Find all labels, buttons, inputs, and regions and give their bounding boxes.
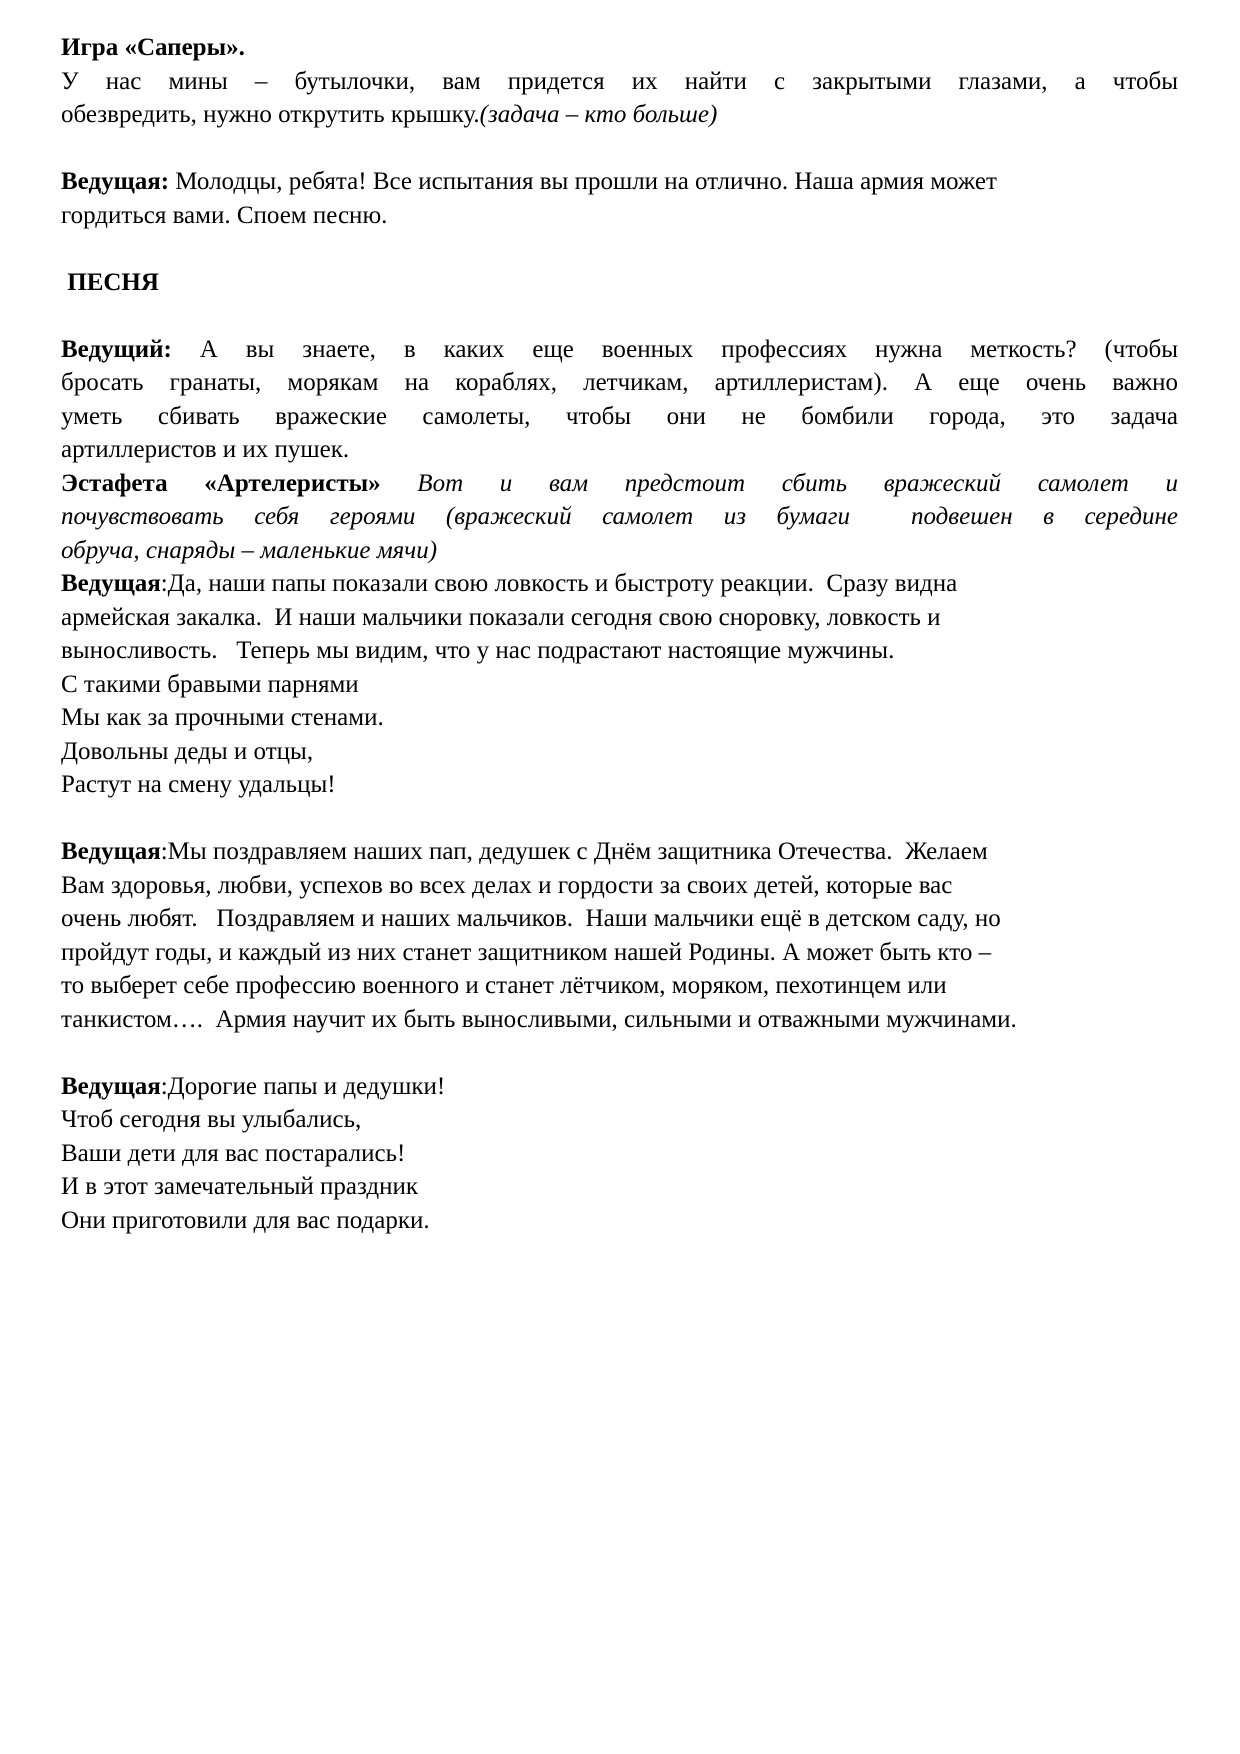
- line-text: :Мы поздравляем наших пап, дедушек с Днём защитника Отечества. Желаем: [160, 838, 988, 865]
- poem-line: [61, 1103, 1178, 1137]
- line-text: артиллеристов и их пушек.: [61, 436, 350, 463]
- line-text: У нас мины – бутылочки, вам придется их найти с закрытыми глазами, а чтобы: [61, 67, 1178, 95]
- poem-line: [61, 1137, 1178, 1171]
- heading-text: Игра «Саперы».: [61, 34, 245, 61]
- paragraph-line: [61, 902, 1178, 936]
- line-text: то выберет себе профессию военного и станет лётчиком, моряком, пехотинцем или: [61, 972, 947, 999]
- line-text: Растут на смену удальцы!: [61, 771, 336, 798]
- paragraph-line: [61, 1003, 1178, 1037]
- paragraph-line: [61, 534, 1178, 568]
- line-text: Чтоб сегодня вы улыбались,: [61, 1106, 362, 1133]
- paragraph-line: [61, 366, 1178, 400]
- paragraph-line: [61, 835, 1178, 869]
- line-text: бросать гранаты, морякам на кораблях, летчикам, артиллеристам). А еще очень важно: [61, 369, 1178, 396]
- line-text: Мы как за прочными стенами.: [61, 704, 384, 731]
- line-text: выносливость. Теперь мы видим, что у нас подрастают настоящие мужчины.: [61, 637, 895, 664]
- song-heading: [61, 266, 1178, 300]
- line-text: Вам здоровья, любви, успехов во всех делах и гордости за своих детей, которые вас: [61, 871, 953, 899]
- poem-line: [61, 668, 1178, 702]
- blank-line: [61, 132, 1178, 166]
- blank-line: [61, 232, 1178, 266]
- speaker-label: Ведущий:: [61, 335, 172, 363]
- blank-line: [61, 299, 1178, 333]
- poem-line: [61, 735, 1178, 769]
- speaker-label: Ведущая:: [61, 168, 170, 195]
- relay-title: Эстафета «Артелеристы»: [61, 469, 381, 497]
- line-text: Молодцы, ребята! Все испытания вы прошли на отлично. Наша армия может: [169, 168, 997, 195]
- line-text: :Дорогие папы и дедушки!: [160, 1072, 446, 1100]
- document-page: [61, 31, 1178, 1237]
- paragraph-line: [61, 1070, 1178, 1104]
- speaker-label: Ведущая: [61, 1072, 161, 1100]
- italic-note: (задача – кто больше): [479, 101, 718, 128]
- paragraph-line: [61, 333, 1178, 367]
- blank-line: [61, 1036, 1178, 1070]
- paragraph-line: [61, 400, 1178, 434]
- line-text: С такими бравыми парнями: [61, 670, 359, 698]
- line-text: Ваши дети для вас постарались!: [61, 1139, 406, 1167]
- speaker-label: Ведущая: [61, 838, 161, 865]
- line-text: :Да, наши папы показали свою ловкость и быстроту реакции. Сразу видна: [160, 570, 958, 597]
- paragraph-line: [61, 433, 1178, 467]
- paragraph-line: [61, 165, 1178, 199]
- italic-note: почувствовать себя героями (вражеский самолет из бумаги подвешен в середине: [61, 503, 1178, 530]
- paragraph-line: [61, 936, 1178, 970]
- line-text: армейская закалка. И наши мальчики показали сегодня свою сноровку, ловкость и: [61, 603, 941, 631]
- line-text: танкистом…. Армия научит их быть выносливыми, сильными и отважными мужчинами.: [61, 1005, 1017, 1033]
- line-text: пройдут годы, и каждый из них станет защитником нашей Родины. А может быть кто –: [61, 938, 992, 966]
- paragraph-line: [61, 65, 1178, 99]
- paragraph-line: [61, 500, 1178, 534]
- line-text: А вы знаете, в каких еще военных профессиях нужна меткость? (чтобы: [171, 335, 1178, 363]
- paragraph-line: [61, 869, 1178, 903]
- paragraph-line: [61, 969, 1178, 1003]
- line-text: очень любят. Поздравляем и наших мальчиков. Наши мальчики ещё в детском саду, но: [61, 905, 1001, 932]
- paragraph-line: [61, 634, 1178, 668]
- paragraph-line: [61, 199, 1178, 233]
- paragraph-line: [61, 601, 1178, 635]
- italic-note: обруча, снаряды – маленькие мячи): [61, 536, 438, 564]
- speaker-label: Ведущая: [61, 570, 161, 597]
- poem-line: [61, 1170, 1178, 1204]
- paragraph-line: [61, 567, 1178, 601]
- line-text: Довольны деды и отцы,: [61, 737, 314, 765]
- paragraph-line: [61, 98, 1178, 132]
- poem-line: [61, 701, 1178, 735]
- section-heading-sapery: [61, 31, 1178, 65]
- line-text: обезвредить, нужно открутить крышку.: [61, 101, 480, 128]
- line-text: И в этот замечательный праздник: [61, 1173, 419, 1200]
- paragraph-line: [61, 467, 1178, 501]
- poem-line: [61, 1204, 1178, 1238]
- line-text: Они приготовили для вас подарки.: [61, 1206, 430, 1234]
- italic-note: Вот и вам предстоит сбить вражеский самолет и: [380, 469, 1178, 497]
- line-text: гордиться вами. Споем песню.: [61, 201, 388, 229]
- poem-line: [61, 768, 1178, 802]
- heading-text: ПЕСНЯ: [61, 268, 159, 296]
- line-text: уметь сбивать вражеские самолеты, чтобы они не бомбили города, это задача: [61, 402, 1178, 430]
- blank-line: [61, 802, 1178, 836]
